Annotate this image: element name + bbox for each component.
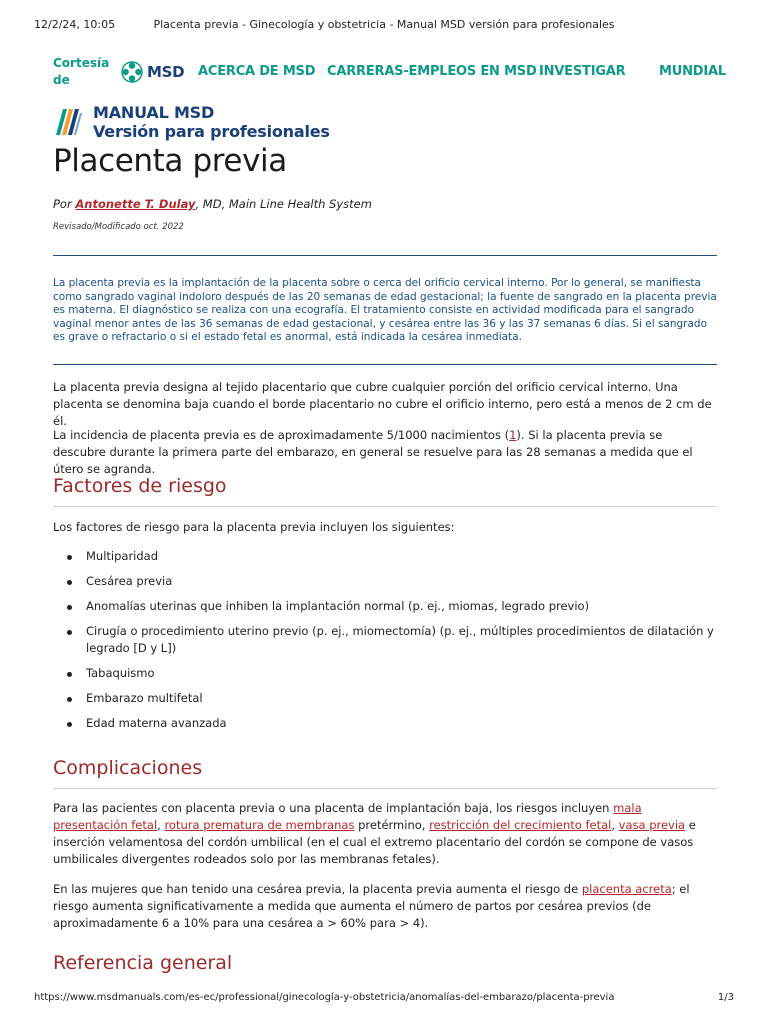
heading-factores-de-riesgo: Factores de riesgo xyxy=(53,475,717,507)
link-rotura-prematura-de-membranas[interactable]: rotura prematura de membranas xyxy=(164,818,355,832)
complications-p1-text-b: pretérmino, xyxy=(354,818,430,832)
list-item: Cesárea previa xyxy=(53,573,717,590)
complications-p1-text-c: e inserción velamentosa del cordón umbilical (en el cual el extremo placentario del cordón se compone de vasos umbilicales divergentes rodeados solo por las membranas fetales). xyxy=(53,818,696,866)
complications-p1-separator-1: , xyxy=(157,818,165,832)
link-mala-presentacion-fetal[interactable]: mala presentación fetal xyxy=(53,801,642,832)
brand-title: MANUAL MSD xyxy=(93,103,215,122)
nav-acerca-de-msd[interactable]: ACERCA DE MSD xyxy=(198,64,316,79)
top-navigation xyxy=(53,54,733,90)
complications-p1-text-a: Para las pacientes con placenta previa o una placenta de implantación baja, los riesgos incluyen xyxy=(53,801,614,815)
intro-p2-text-b: ). Si la placenta previa se descubre durante la primera parte del embarazo, en general se resuelve para las 28 semanas a medida que el útero se agranda. xyxy=(53,428,693,476)
byline-prefix: Por xyxy=(53,197,76,211)
complications-paragraph-2 xyxy=(53,881,717,932)
nav-carreras-empleos[interactable]: CARRERAS-EMPLEOS EN MSD xyxy=(327,64,537,79)
byline xyxy=(53,197,372,211)
link-vasa-previa[interactable]: vasa previa xyxy=(618,818,686,832)
summary-text: La placenta previa es la implantación de la placenta sobre o cerca del orificio cervical interno. Por lo general, se manifiesta como sangrado vaginal indoloro después de las 20 semanas de edad gestacional; la fuente de sangrado en la placenta previa es materna. El diagnóstico se realiza con una ecografía. El tratamiento consiste en actividad modificada para el sangrado vaginal menor antes de las 36 semanas de edad gestacional, y cesárea entre las 36 y las 37 semanas 6 días. Si el sangrado es grave o refractario o si el estado fetal es anormal, está indicada la cesárea inmediata. xyxy=(53,277,717,344)
list-item: Anomalías uterinas que inhiben la implantación normal (p. ej., miomas, legrado previo) xyxy=(53,598,717,615)
summary-box xyxy=(53,255,717,365)
list-item: Multiparidad xyxy=(53,548,717,565)
msd-logo[interactable] xyxy=(121,60,184,84)
brand-subtitle: Versión para profesionales xyxy=(93,122,330,141)
intro-paragraph-2 xyxy=(53,427,717,478)
print-footer xyxy=(34,992,734,1006)
print-page-number: 1/3 xyxy=(717,992,734,1003)
author-link[interactable]: Antonette T. Dulay xyxy=(75,197,196,211)
risk-factors-intro: Los factores de riesgo para la placenta previa incluyen los siguientes: xyxy=(53,520,455,534)
risk-factors-list xyxy=(53,548,717,740)
byline-affiliation: , MD, Main Line Health System xyxy=(195,197,372,211)
print-header xyxy=(34,18,734,32)
revised-date: Revisado/Modificado oct. 2022 xyxy=(53,222,184,232)
print-date: 12/2/24, 10:05 xyxy=(34,18,116,31)
print-page-title: Placenta previa - Ginecología y obstetricia - Manual MSD versión para profesionales xyxy=(153,18,615,31)
complications-paragraph-1 xyxy=(53,800,717,868)
list-item: Embarazo multifetal xyxy=(53,690,717,707)
intro-paragraph-1: La placenta previa designa al tejido placentario que cubre cualquier porción del orificio cervical interno. Una placenta se denomina baja cuando el borde placentario no cubre el orificio interno, pero está a menos de 2 cm de él. xyxy=(53,380,712,428)
list-item: Edad materna avanzada xyxy=(53,715,717,732)
link-restriccion-del-crecimiento-fetal[interactable]: restricción del crecimiento fetal xyxy=(429,818,612,832)
page-title: Placenta previa xyxy=(53,143,287,179)
heading-complicaciones: Complicaciones xyxy=(53,757,717,789)
list-item: Tabaquismo xyxy=(53,665,717,682)
nav-investigar[interactable]: INVESTIGAR xyxy=(539,64,626,79)
list-item: Cirugía o procedimiento uterino previo (p. ej., miomectomía) (p. ej., múltiples procedimientos de dilatación y legrado [D y L]) xyxy=(53,623,717,657)
msd-logo-icon xyxy=(121,61,143,83)
manual-book-icon xyxy=(53,105,83,137)
intro-p2-text-a: La incidencia de placenta previa es de aproximadamente 5/1000 nacimientos ( xyxy=(53,428,510,442)
complications-p2-text-b: ; el riesgo aumenta significativamente a medida que aumenta el número de partos por cesárea previos (de aproximadamente 6 a 10% para una cesárea a > 60% para > 4). xyxy=(53,882,690,930)
nav-mundial[interactable]: MUNDIAL xyxy=(659,64,726,79)
print-url: https://www.msdmanuals.com/es-ec/professional/ginecología-y-obstetricia/anomalías-del-embarazo/placenta-previa xyxy=(34,992,615,1003)
courtesy-label: Cortesía de xyxy=(53,56,110,87)
complications-p1-separator-2: , xyxy=(611,818,619,832)
link-placenta-acreta[interactable]: placenta acreta xyxy=(581,882,672,896)
heading-referencia-general: Referencia general xyxy=(53,952,233,974)
msd-logo-text: MSD xyxy=(147,63,185,81)
complications-p2-text-a: En las mujeres que han tenido una cesárea previa, la placenta previa aumenta el riesgo de xyxy=(53,882,582,896)
reference-link-1[interactable]: 1 xyxy=(509,428,517,442)
